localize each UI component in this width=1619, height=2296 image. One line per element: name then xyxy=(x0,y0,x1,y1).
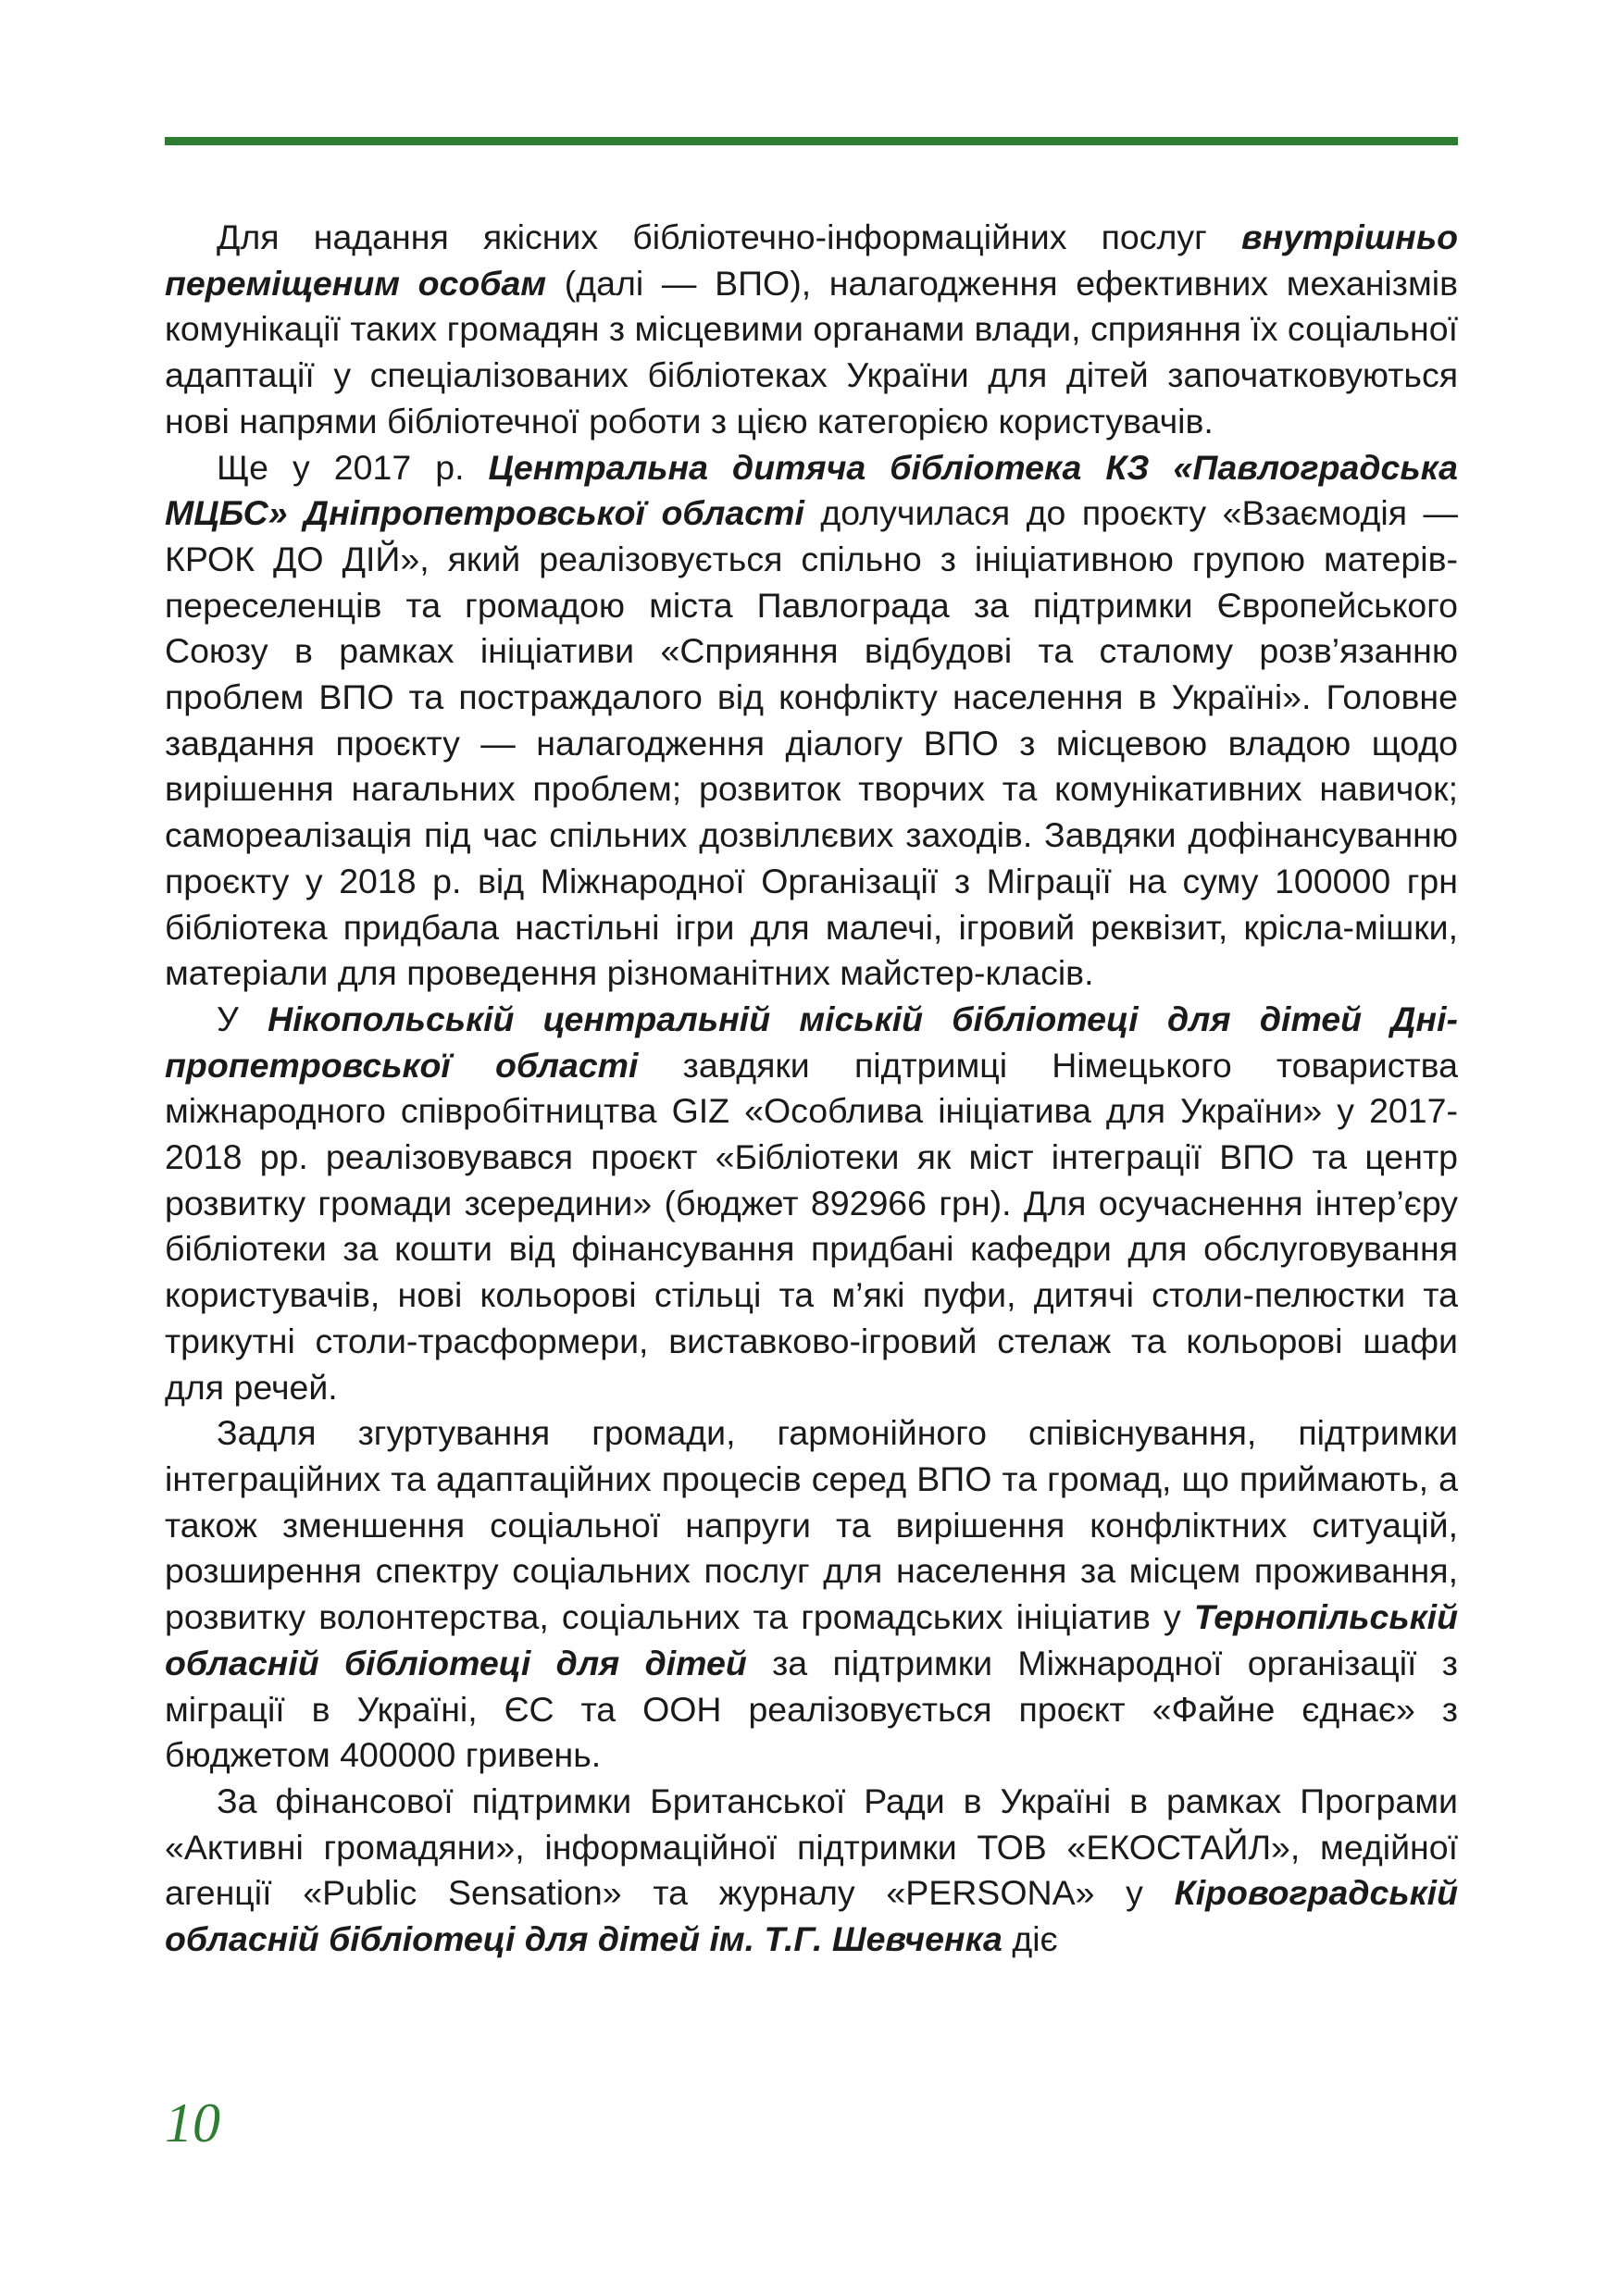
paragraph-2-text: Ще у 2017 р. xyxy=(217,447,489,487)
paragraph-2 xyxy=(165,445,1458,997)
page-number: 10 xyxy=(165,2092,220,2153)
emphasis-pavlohrad-library: Центральна дитяча бібліотека КЗ «Павлоградська МЦБС» Дніпропетровської області xyxy=(165,447,1458,533)
paragraph-1 xyxy=(165,215,1458,445)
emphasis-ternopil-library: Тернопільській обласній бібліотеці для дітей xyxy=(165,1597,1458,1682)
paragraph-1-text: (далі — ВПО), налагодження ефективних механізмів комунікації таких громадян з місцевими органами влади, сприяння їх соціальної адаптації у спеціалізованих бібліотеках України для дітей започатковуються нові напрями бібліотечної роботи з цією категорією користувачів. xyxy=(165,263,1458,441)
paragraph-5-text: діє xyxy=(1002,1919,1058,1959)
paragraph-4 xyxy=(165,1410,1458,1779)
emphasis-kirovohrad-library: Кіровоградській обласній бібліотеці для дітей ім. Т.Г. Шевченка xyxy=(165,1873,1458,1959)
paragraph-1-text: Для надання якісних бібліотечно-інформаційних послуг xyxy=(217,217,1241,256)
paragraph-5-text: За фінансової підтримки Британської Ради в Україні в рамках Програми «Активні громадяни», інформаційної підтримки ТОВ «ЕКОСТАЙЛ», медійної агенції «Public Sensation» та журналу «PERSONA» у xyxy=(165,1781,1458,1913)
paragraph-3-text: завдяки підтримці Німецького товариства міжнародного співробітництва GIZ «Особлива ініціатива для України» у 2017-2018 рр. реалізовувався проєкт «Бібліотеки як міст інтеграції ВПО та центр розвитку громади зсередини» (бюджет 892966 грн). Для осучаснення інтер’єру бібліотеки за кошти від фінансування придбані кафедри для обслуговування користувачів, нові кольорові стільці та м’які пуфи, дитячі столи-пелюстки та трикутні столи-трасформери, виставково-ігровий стелаж та кольорові шафи для речей. xyxy=(165,1045,1458,1407)
paragraph-2-text: долучилася до проєкту «Взаємодія — КРОК ДО ДІЙ», який реалізовується спільно з ініціативною групою матерів-переселенців та громадою міста Павлограда за підтримки Європейського Союзу в рамках ініціативи «Сприяння відбудові та сталому розв’язанню проблем ВПО та постраждалого від конфлікту населення в Україні». Головне завдання проєкту — налагодження діалогу ВПО з місцевою владою щодо вирішення нагальних проблем; розвиток творчих та комунікативних навичок; самореалізація під час спільних дозвіллєвих заходів. Завдяки дофінансуванню проєкту у 2018 р. від Міжнародної Організації з Міграції на суму 100000 грн бібліотека придбала настільні ігри для малечі, ігровий реквізит, крісла-мішки, матеріали для проведення різноманітних майстер-класів. xyxy=(165,493,1458,993)
body-text xyxy=(165,215,1458,1963)
header-rule xyxy=(165,137,1458,145)
emphasis-vpo: внутрішньо переміщеним особам xyxy=(165,217,1458,303)
paragraph-3 xyxy=(165,997,1458,1410)
paragraph-4-text: за підтримки Міжнародної організації з міграції в Україні, ЄС та ООН реалізовується проєкт «Файне єднає» з бюджетом 400000 гривень. xyxy=(165,1643,1458,1775)
paragraph-5 xyxy=(165,1779,1458,1963)
emphasis-nikopol-library: Нікопольській центральній міській бібліотеці для дітей Дніпропетровської області xyxy=(165,999,1458,1085)
paragraph-4-text: Задля згуртування громади, гармонійного співіснування, підтримки інтеграційних та адаптаційних процесів серед ВПО та громад, що приймають, а також зменшення соціальної напруги та вирішення конфліктних ситуацій, розширення спектру соціальних послуг для населення за місцем проживання, розвитку волонтерства, соціальних та громадських ініціатив у xyxy=(165,1413,1458,1637)
paragraph-3-text: У xyxy=(217,999,268,1038)
